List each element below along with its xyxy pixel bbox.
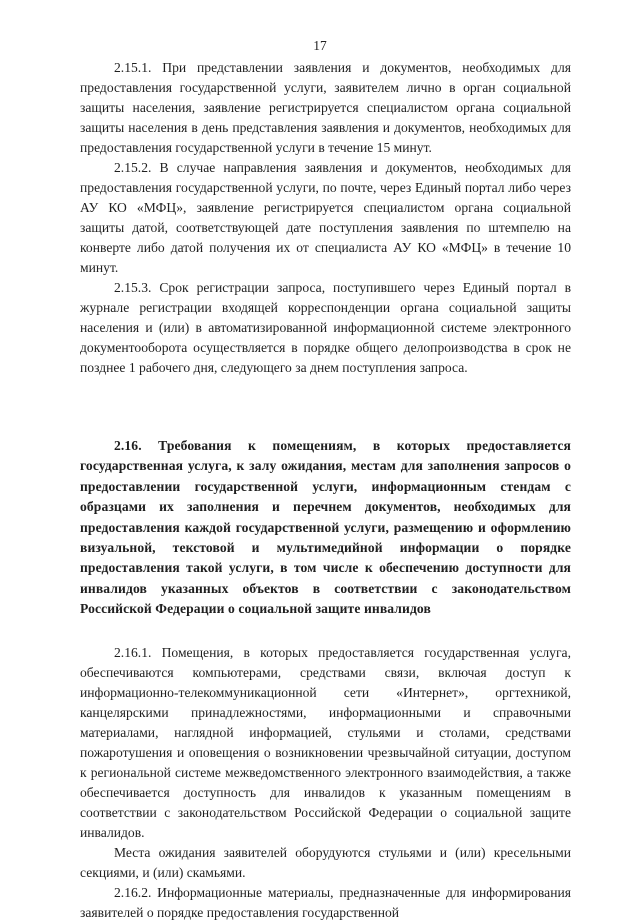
document-body xyxy=(80,58,571,923)
paragraph-2-16-2: 2.16.2. Информационные материалы, предназначенные для информирования заявителей о порядке предоставления государственной xyxy=(80,884,571,920)
paragraph-2-16-1: 2.16.1. Помещения, в которых предоставляется государственная услуга, обеспечиваются компьютерами, средствами связи, включая доступ к информационно-телекоммуникационной сети «Интернет», оргтехникой, канцелярскими принадлежностями, информационными и справочными материалами, наглядной информацией, стульями и столами, средствами пожаротушения и оповещения о возникновении чрезвычайной ситуации, доступом к региональной системе межведомственного электронного взаимодействия, а также обеспечивается доступность для инвалидов к указанным помещениям в соответствии с законодательством Российской Федерации о социальной защите инвалидов. xyxy=(80,644,571,840)
page-number: 17 xyxy=(313,38,327,53)
paragraph-2-15-1: 2.15.1. При представлении заявления и документов, необходимых для предоставления государственной услуги, заявителем лично в орган социальной защиты населения, заявление регистрируется специалистом органа социальной защиты населения в день представления заявления и документов, необходимых для предоставления государственной услуги в течение 15 минут. xyxy=(80,60,571,155)
section-spacer xyxy=(80,378,571,436)
paragraph-2-15-2: 2.15.2. В случае направления заявления и документов, необходимых для предоставления государственной услуги, по почте, через Единый портал либо через АУ КО «МФЦ», заявление регистрируется специалистом органа социальной защиты датой, соответствующей дате поступления заявления по штемпелю на конверте либо датой получения их от специалиста АУ КО «МФЦ» в течение 10 минут. xyxy=(80,160,571,275)
section-heading-2-16: 2.16. Требования к помещениям, в которых предоставляется государственная услуга, к залу ожидания, местам для заполнения запросов о предоставлении государственной услуги, информационным стендам с образцами их заполнения и перечнем документов, необходимых для предоставления каждой государственной услуги, размещению и оформлению визуальной, текстовой и мультимедийной информации о порядке предоставления такой услуги, в том числе к обеспечению доступности для инвалидов указанных объектов в соответствии с законодательством Российской Федерации о социальной защите инвалидов xyxy=(80,438,571,617)
paragraph-2-15-3: 2.15.3. Срок регистрации запроса, поступившего через Единый портал в журнале регистрации входящей корреспонденции органа социальной защиты населения и (или) в автоматизированной информационной системе электронного документооборота осуществляется в порядке общего делопроизводства в срок не позднее 1 рабочего дня, следующего за днем поступления запроса. xyxy=(80,280,571,375)
section-spacer xyxy=(80,620,571,643)
paragraph-waiting-places: Места ожидания заявителей оборудуются стульями и (или) кресельными секциями, и (или) скамьями. xyxy=(80,844,571,880)
